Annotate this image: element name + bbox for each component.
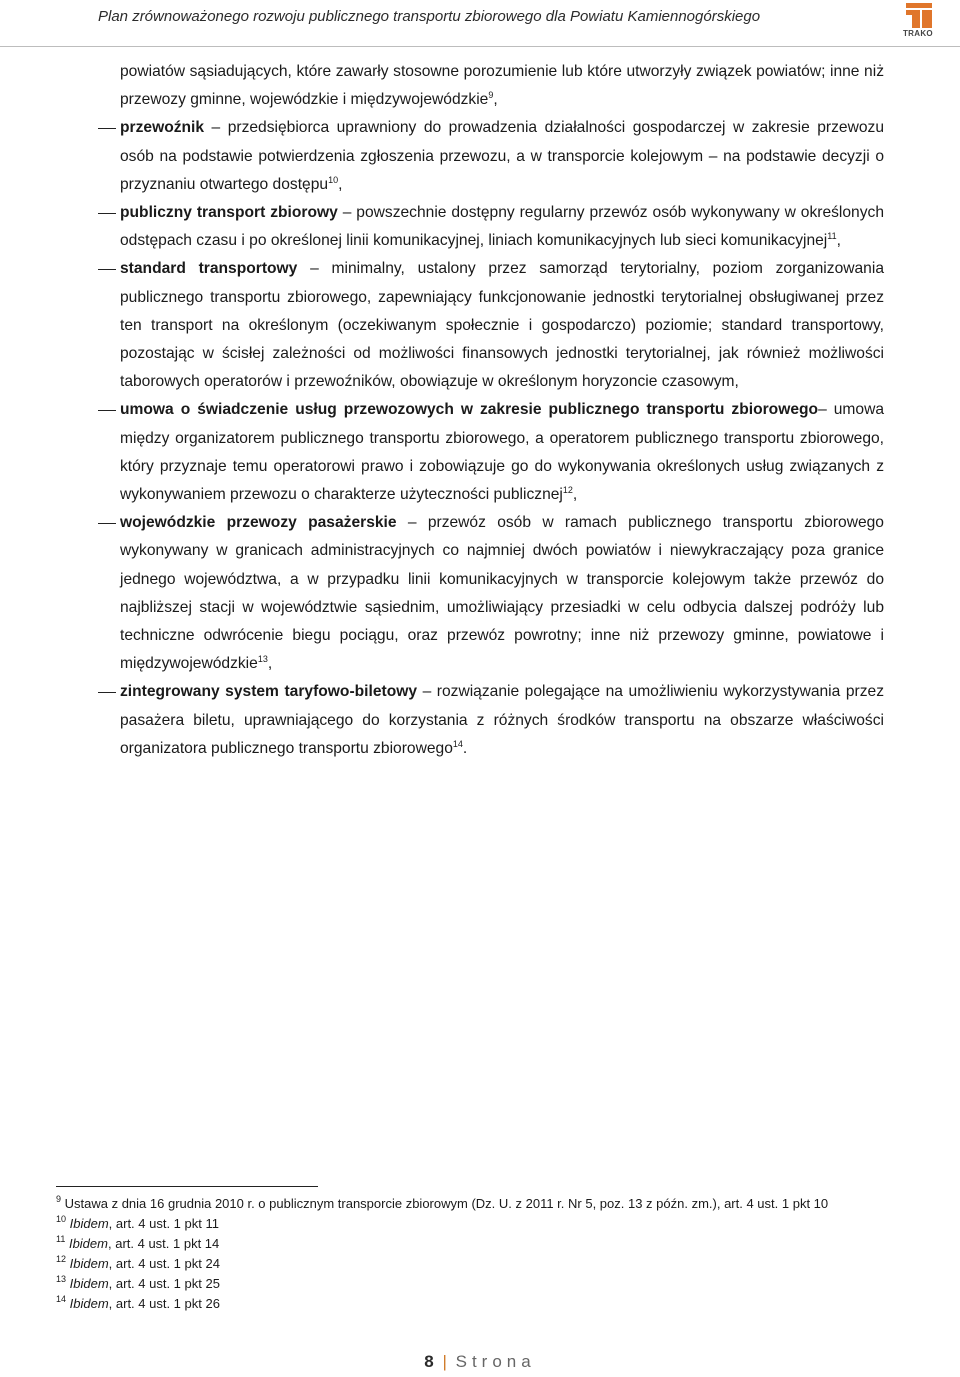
definition-term: przewoźnik	[120, 119, 205, 137]
footnote-text: , art. 4 ust. 1 pkt 24	[108, 1256, 220, 1271]
header-divider	[0, 46, 960, 47]
logo-wordmark: TRAKO	[903, 29, 933, 38]
page-header	[0, 0, 960, 48]
definition-term: zintegrowany system taryfowo-biletowy	[120, 683, 418, 701]
footnote-italic: Ibidem	[66, 1276, 109, 1291]
definition-item	[98, 199, 884, 255]
definition-term: publiczny transport zbiorowy	[120, 204, 338, 222]
definition-tail: .	[462, 739, 468, 757]
footnote-ref: 14	[452, 738, 463, 749]
definition-tail: ,	[338, 175, 343, 193]
footnote	[56, 1234, 886, 1254]
definition-tail: ,	[836, 232, 841, 250]
definition-item	[98, 114, 884, 199]
page-label: Strona	[455, 1352, 536, 1371]
footnote-text: , art. 4 ust. 1 pkt 11	[108, 1216, 219, 1231]
definition-term: standard transportowy	[120, 260, 298, 278]
footnote-text: Ustawa z dnia 16 grudnia 2010 r. o publicznym transporcie zbiorowym (Dz. U. z 2011 r. Nr 5, poz. 13 z późn. zm.), art. 4 ust. 1 pkt 10	[61, 1196, 829, 1211]
footnote-number: 11	[56, 1234, 66, 1244]
page-number: 8	[424, 1352, 434, 1371]
footnote-number: 13	[56, 1274, 67, 1284]
definition-item	[98, 255, 884, 396]
definition-item	[98, 509, 884, 678]
page-footer	[0, 1352, 960, 1372]
footnote-ref: 10	[328, 174, 339, 185]
footnote-ref: 11	[827, 231, 837, 242]
footnote-italic: Ibidem	[65, 1236, 108, 1251]
footnote-ref: 9	[488, 90, 494, 101]
document-title: Plan zrównoważonego rozwoju publicznego transportu zbiorowego dla Powiatu Kamiennogórskiego	[98, 8, 761, 25]
footnote-number: 14	[56, 1294, 67, 1304]
footnote-number: 9	[56, 1194, 62, 1204]
footnote	[56, 1214, 886, 1234]
intro-tail: ,	[493, 91, 498, 109]
footnote-text: , art. 4 ust. 1 pkt 25	[108, 1276, 220, 1291]
definition-text: – przedsiębiorca uprawniony do prowadzenia działalności gospodarczej w zakresie przewozu osób na podstawie potwierdzenia zgłoszenia przewozu, a w transporcie kolejowym – na podstawie decyzji o przyznaniu otwartego dostępu	[120, 119, 884, 193]
footer-separator: |	[442, 1352, 447, 1371]
footnote	[56, 1254, 886, 1274]
footnotes-section	[56, 1184, 886, 1314]
footnote-italic: Ibidem	[66, 1256, 109, 1271]
definition-item	[98, 396, 884, 509]
footnote	[56, 1184, 886, 1214]
intro-paragraph	[98, 58, 884, 114]
definition-text: – rozwiązanie polegające na umożliwieniu wykorzystywania przez pasażera biletu, uprawniającego do korzystania z różnych środków transportu na obszarze właściwości organizatora publicznego transportu zbiorowego	[120, 683, 884, 757]
intro-text: powiatów sąsiadujących, które zawarły stosowne porozumienie lub które utworzyły związek powiatów; inne niż przewozy gminne, wojewódzkie i międzywojewódzkie	[120, 63, 884, 109]
definition-text: – minimalny, ustalony przez samorząd terytorialny, poziom zorganizowania publicznego transportu zbiorowego, zapewniający funkcjonowanie jednostki terytorialnej obsługiwanej przez ten transport na określonym (oczekiwanym społecznie i gospodarczo) poziomie; standard transportowy, pozostając w ścisłej zależności od możliwości finansowych jednostki terytorialnej, jak również możliwości taborowych operatorów i przewoźników, obowiązuje w określonym horyzoncie czasowym,	[120, 260, 884, 391]
footnote	[56, 1294, 886, 1314]
footnote-text: , art. 4 ust. 1 pkt 14	[107, 1236, 220, 1251]
definition-list	[98, 114, 884, 763]
definition-term: umowa o świadczenie usług przewozowych w zakresie publicznego transportu zbiorowego	[120, 401, 819, 419]
definition-term: wojewódzkie przewozy pasażerskie	[120, 514, 397, 532]
definition-text: – przewóz osób w ramach publicznego transportu zbiorowego wykonywany w granicach administracyjnych co najmniej dwóch powiatów i niewykraczający poza granice jednego województwa, a w przypadku linii komunikacyjnych w transporcie kolejowym także przewóz do najbliższej stacji w województwie sąsiednim, umożliwiający przesiadki w celu odbycia dalszej podróży lub techniczne odwrócenie biegu pociągu, oraz przewóz powrotny; inne niż przewozy gminne, powiatowe i międzywojewódzkie	[120, 514, 884, 673]
footnote-number: 10	[56, 1214, 67, 1224]
definition-item	[98, 678, 884, 763]
definition-text: – powszechnie dostępny regularny przewóz osób wykonywany w określonych odstępach czasu i po określonej linii komunikacyjnej, liniach komunikacyjnych lub sieci komunikacyjnej	[120, 204, 884, 250]
footnote-text: , art. 4 ust. 1 pkt 26	[108, 1296, 220, 1311]
footnote-italic: Ibidem	[66, 1216, 109, 1231]
footnote-number: 12	[56, 1254, 67, 1264]
footnote-ref: 13	[257, 654, 268, 665]
footnote	[56, 1274, 886, 1294]
footnote-italic: Ibidem	[66, 1296, 109, 1311]
definition-tail: ,	[572, 486, 578, 504]
definition-tail: ,	[267, 655, 273, 673]
definition-text: – umowa między organizatorem publicznego transportu zbiorowego, a operatorem publicznego transportu zbiorowego, który przyznaje temu operatorowi prawo i zobowiązuje go do wykonywania określonych usług związanych z wykonywaniem przewozu o charakterze użyteczności publicznej	[120, 401, 884, 504]
definitions-body	[98, 58, 884, 763]
footnote-ref: 12	[562, 485, 573, 496]
